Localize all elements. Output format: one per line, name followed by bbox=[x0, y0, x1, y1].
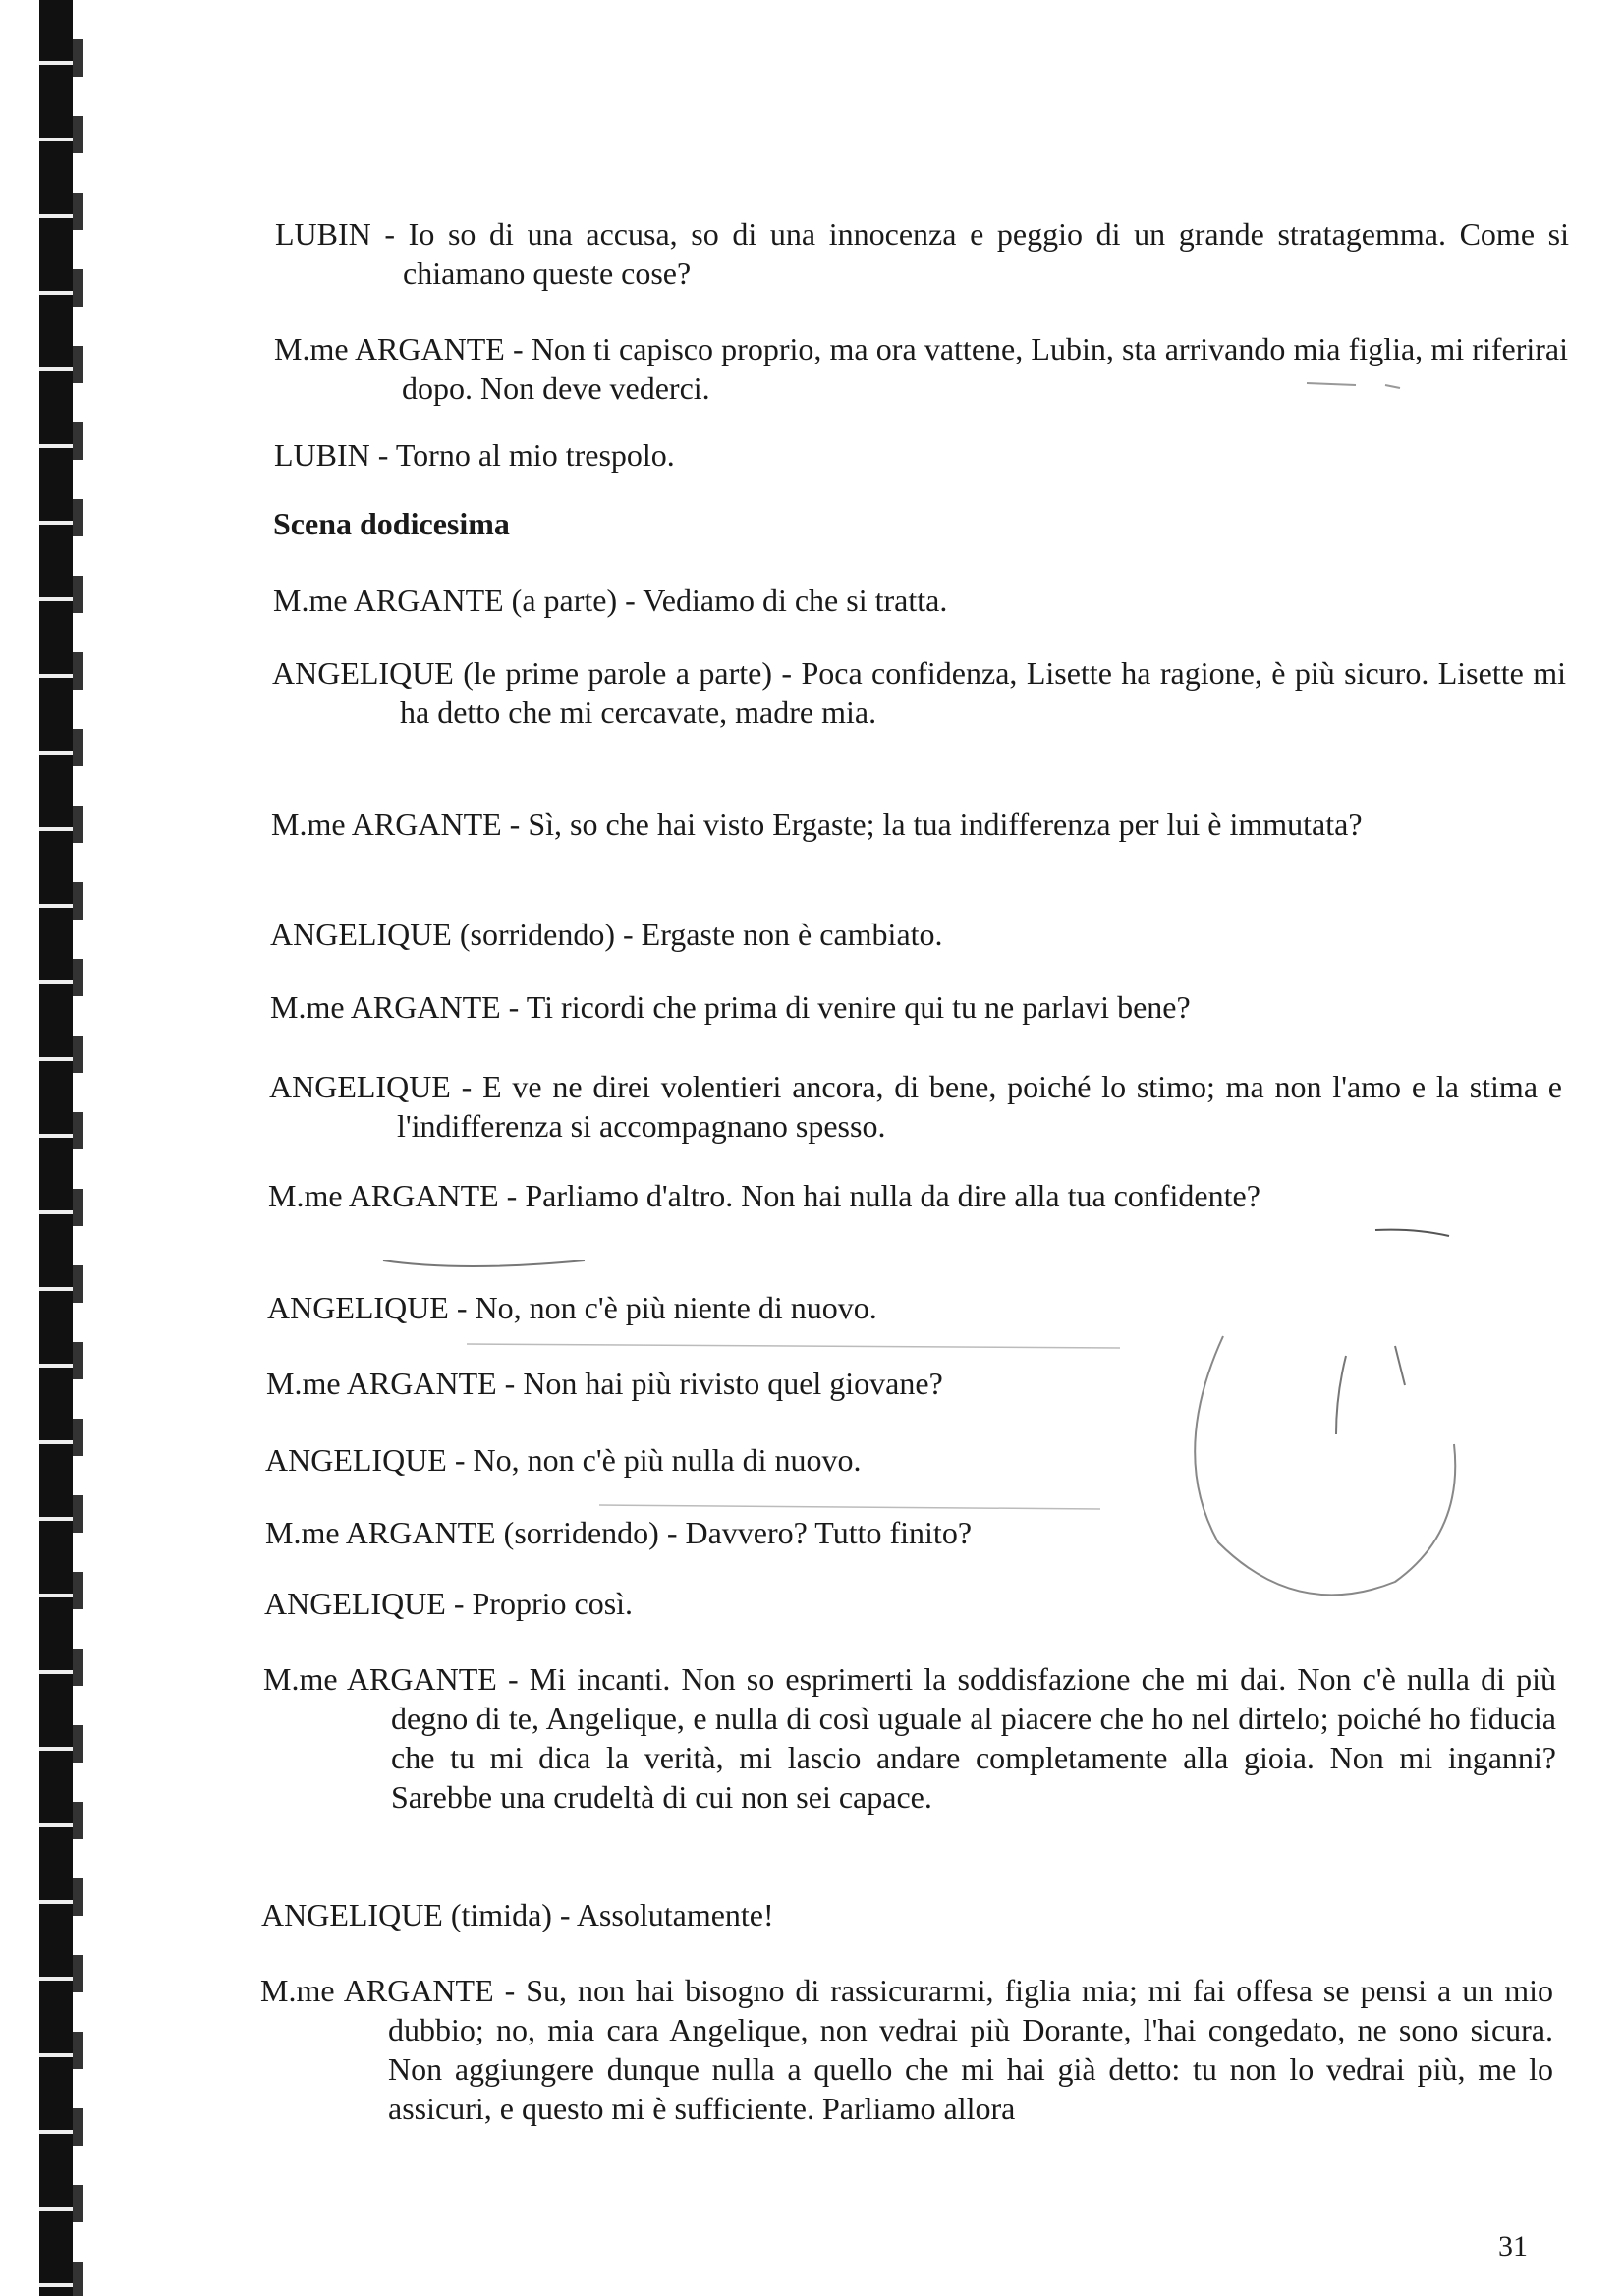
line-text: - Io so di una accusa, so di una innocenza e peggio di un grande stratagemma. Come si chiamano queste cose? bbox=[370, 216, 1569, 291]
line-text: - Mi incanti. Non so esprimerti la soddisfazione che mi dai. Non c'è nulla di più degno di te, Angelique, e nulla di così uguale al piacere che ho nel dirtelo; poiché ho fiducia che tu mi dica la verità, mi lascio andare completamente alla gioia. Non mi inganni? Sarebbe una crudeltà di cui non sei capace. bbox=[391, 1661, 1557, 1815]
speaker: LUBIN bbox=[274, 437, 370, 473]
underline-mark bbox=[1375, 1230, 1449, 1236]
speaker: ANGELIQUE bbox=[270, 917, 452, 952]
line-text: - Non hai più rivisto quel giovane? bbox=[496, 1366, 943, 1401]
dialogue-line bbox=[264, 1584, 1557, 1623]
dialogue-line bbox=[270, 987, 1564, 1027]
dialogue-line bbox=[273, 581, 1567, 620]
line-text: - Su, non hai bisogno di rassicurarmi, figlia mia; mi fai offesa se pensi a un mio dubbio; no, mia cara Angelique, non vedrai più Dorante, l'hai congedato, ne sono sicura. Non aggiungere dunque nulla a quello che mi hai già detto: tu non lo vedrai più, me lo assicuri, e questo mi è sufficiente. Parliamo allora bbox=[388, 1973, 1554, 2126]
pencil-line bbox=[599, 1505, 1100, 1509]
speaker: M.me ARGANTE bbox=[274, 331, 505, 366]
dialogue-line bbox=[270, 915, 1564, 954]
line-text: (a parte) - Vediamo di che si tratta. bbox=[503, 583, 948, 618]
speaker: M.me ARGANTE bbox=[265, 1515, 496, 1550]
dialogue-line bbox=[274, 329, 1568, 408]
pencil-line bbox=[467, 1344, 1120, 1348]
dialogue-line bbox=[261, 1895, 1554, 1934]
speaker: M.me ARGANTE bbox=[270, 989, 501, 1025]
speaker: ANGELIQUE bbox=[267, 1290, 449, 1325]
dialogue-line bbox=[267, 1288, 1560, 1327]
dialogue-line bbox=[265, 1440, 1558, 1480]
line-text: (timida) - Assolutamente! bbox=[442, 1897, 774, 1932]
line-text: - Torno al mio trespolo. bbox=[369, 437, 675, 473]
line-text: - Ti ricordi che prima di venire qui tu ne parlavi bene? bbox=[500, 989, 1191, 1025]
line-text: (le prime parole a parte) - Poca confidenza, Lisette ha ragione, è più sicuro. Lisette mi ha detto che mi cercavate, madre mia. bbox=[400, 655, 1566, 730]
speaker: ANGELIQUE bbox=[261, 1897, 443, 1932]
line-text: - Parliamo d'altro. Non hai nulla da dire alla tua confidente? bbox=[498, 1178, 1260, 1213]
dialogue-line bbox=[274, 435, 1568, 475]
speaker: ANGELIQUE bbox=[265, 1442, 447, 1478]
spiral-binding bbox=[39, 0, 73, 2296]
dialogue-line bbox=[266, 1364, 1559, 1403]
dialogue-line bbox=[272, 653, 1566, 732]
binding-holes bbox=[73, 0, 83, 2296]
line-text: - Sì, so che hai visto Ergaste; la tua indifferenza per lui è immutata? bbox=[501, 807, 1363, 842]
line-text: (sorridendo) - Ergaste non è cambiato. bbox=[451, 917, 943, 952]
speaker: ANGELIQUE bbox=[264, 1586, 446, 1621]
scene-heading: Scena dodicesima bbox=[273, 506, 510, 541]
speaker: ANGELIQUE bbox=[272, 655, 454, 691]
dialogue-line bbox=[268, 1176, 1561, 1215]
speaker: LUBIN bbox=[275, 216, 371, 252]
speaker: M.me ARGANTE bbox=[268, 1178, 499, 1213]
line-text: - No, non c'è più niente di nuovo. bbox=[448, 1290, 877, 1325]
line-text: (sorridendo) - Davvero? Tutto finito? bbox=[495, 1515, 973, 1550]
line-text: - No, non c'è più nulla di nuovo. bbox=[446, 1442, 862, 1478]
speaker: M.me ARGANTE bbox=[273, 583, 504, 618]
dialogue-line bbox=[269, 1067, 1562, 1146]
speaker: M.me ARGANTE bbox=[271, 807, 502, 842]
dialogue-line bbox=[260, 1971, 1553, 2128]
underline-mark bbox=[383, 1260, 585, 1266]
speaker: M.me ARGANTE bbox=[266, 1366, 497, 1401]
dialogue-line bbox=[263, 1659, 1556, 1817]
speaker: M.me ARGANTE bbox=[263, 1661, 497, 1697]
line-text: - Non ti capisco proprio, ma ora vattene, Lubin, sta arrivando mia figlia, mi riferirai dopo. Non deve vederci. bbox=[402, 331, 1569, 406]
speaker: M.me ARGANTE bbox=[260, 1973, 494, 2008]
speaker: ANGELIQUE bbox=[269, 1069, 451, 1104]
dialogue-line bbox=[265, 1513, 1558, 1552]
line-text: - E ve ne direi volentieri ancora, di bene, poiché lo stimo; ma non l'amo e la stima e l'indifferenza si accompagnano spesso. bbox=[397, 1069, 1562, 1144]
page-number: 31 bbox=[1498, 2230, 1528, 2263]
dialogue-line bbox=[271, 805, 1565, 844]
dialogue-line bbox=[275, 214, 1569, 293]
line-text: - Proprio così. bbox=[445, 1586, 634, 1621]
